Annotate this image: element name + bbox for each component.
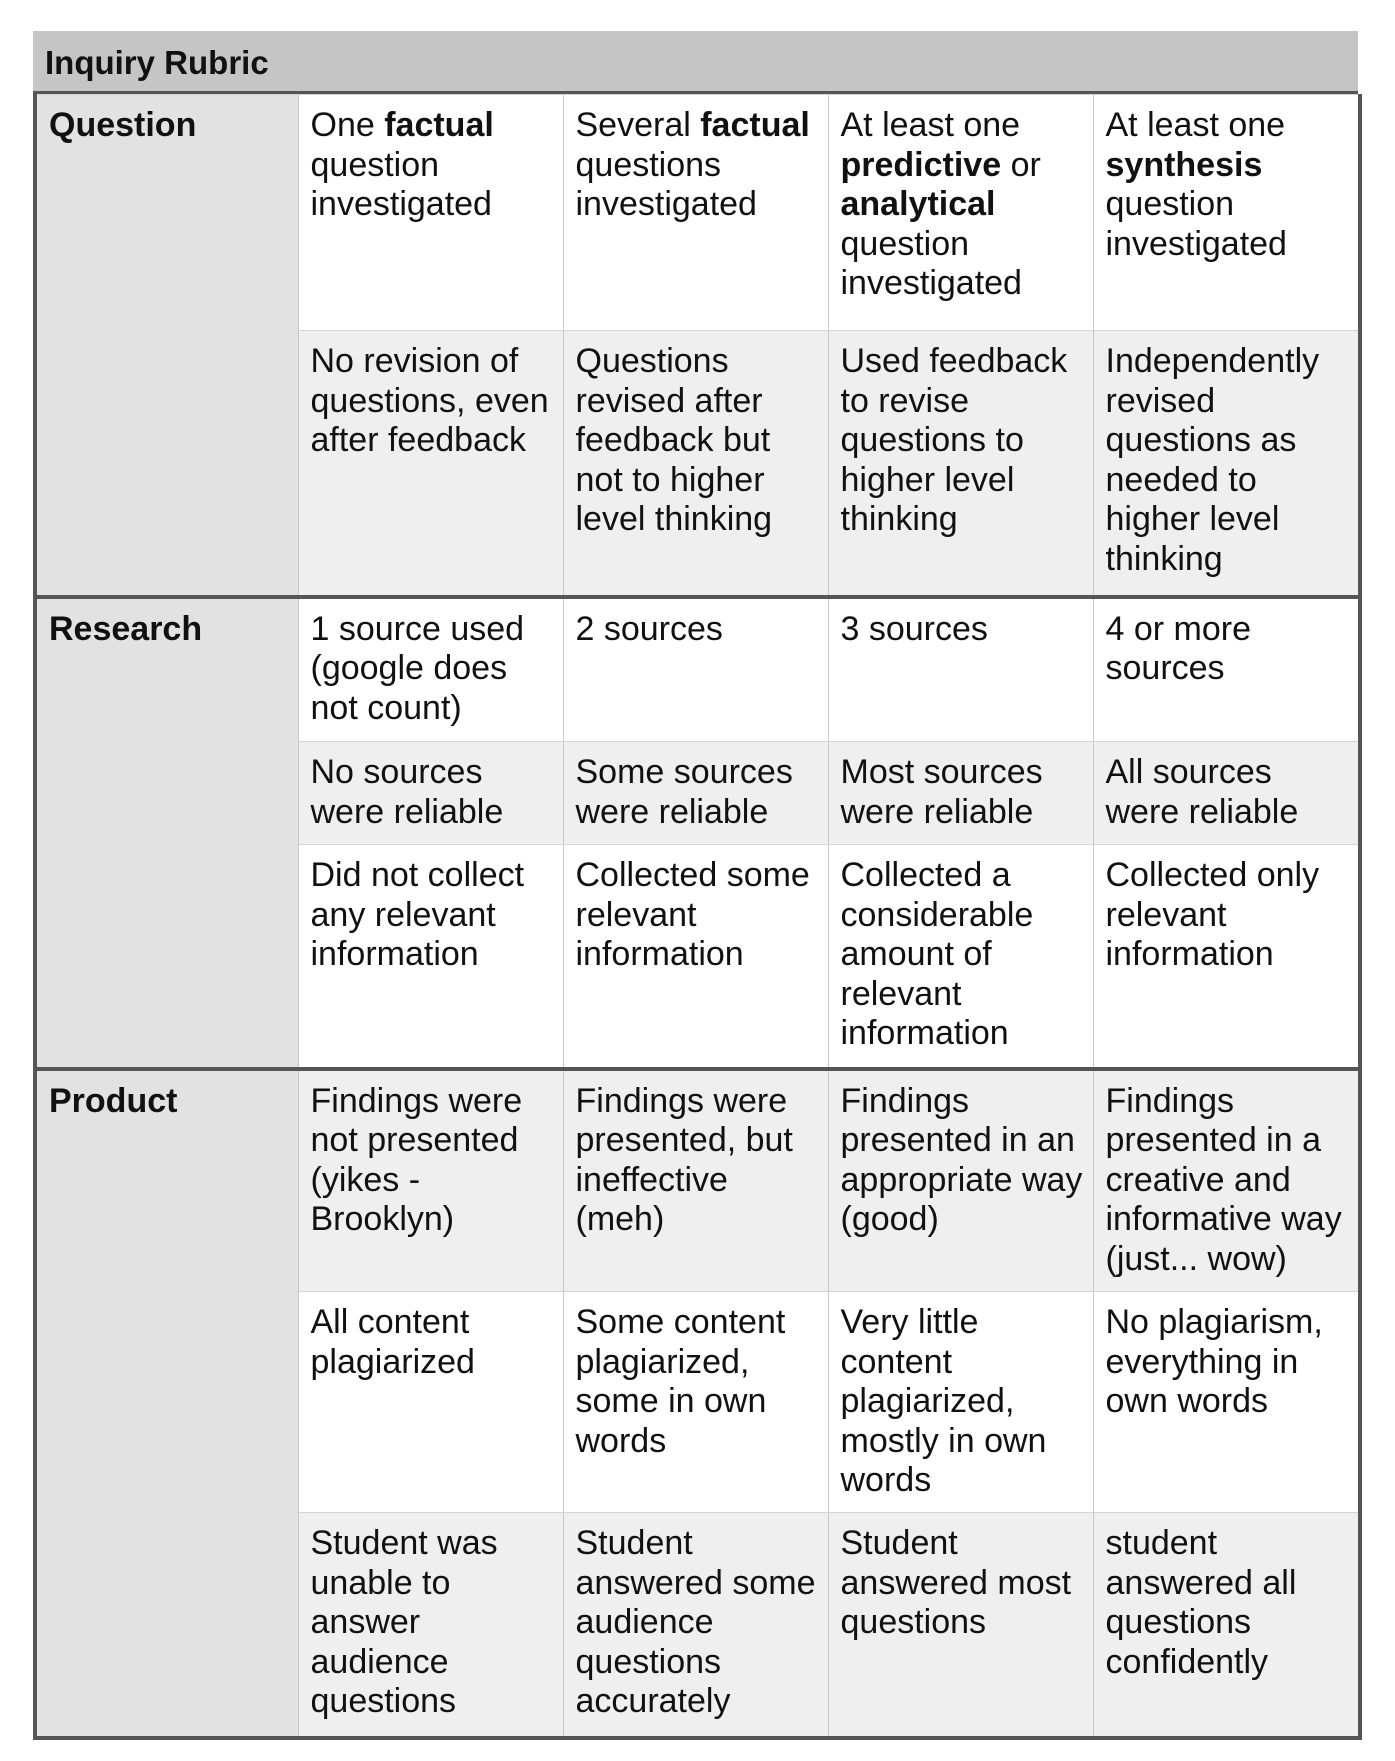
rubric-cell: Findings were presented, but ineffective (meh): [563, 1069, 828, 1292]
rubric-sheet: [33, 31, 1358, 1740]
rubric-cell: Findings were not presented (yikes - Brooklyn): [298, 1069, 563, 1292]
table-row: [35, 95, 1360, 331]
category-question: Question: [35, 95, 298, 597]
rubric-cell: All content plagiarized: [298, 1292, 563, 1513]
rubric-cell: Used feedback to revise questions to higher level thinking: [828, 331, 1093, 597]
rubric-cell: No plagiarism, everything in own words: [1093, 1292, 1360, 1513]
rubric-cell: Independently revised questions as needed to higher level thinking: [1093, 331, 1360, 597]
rubric-cell: Some sources were reliable: [563, 742, 828, 845]
rubric-cell: Collected some relevant information: [563, 845, 828, 1069]
rubric-cell: Findings presented in an appropriate way (good): [828, 1069, 1093, 1292]
table-row: [35, 597, 1360, 742]
rubric-cell: Student answered some audience questions accurately: [563, 1513, 828, 1738]
rubric-cell: Collected a considerable amount of relevant information: [828, 845, 1093, 1069]
rubric-cell: student answered all questions confidently: [1093, 1513, 1360, 1738]
rubric-cell: Did not collect any relevant information: [298, 845, 563, 1069]
rubric-cell: Several factual questions investigated: [563, 95, 828, 331]
rubric-cell: 2 sources: [563, 597, 828, 742]
rubric-cell: 4 or more sources: [1093, 597, 1360, 742]
rubric-cell: Most sources were reliable: [828, 742, 1093, 845]
rubric-cell: No sources were reliable: [298, 742, 563, 845]
rubric-title: Inquiry Rubric: [33, 31, 1358, 94]
rubric-cell: Some content plagiarized, some in own words: [563, 1292, 828, 1513]
rubric-cell: At least one predictive or analytical question investigated: [828, 95, 1093, 331]
category-product: Product: [35, 1069, 298, 1738]
rubric-cell: Student answered most questions: [828, 1513, 1093, 1738]
category-research: Research: [35, 597, 298, 1069]
table-row: [35, 1069, 1360, 1292]
rubric-cell: Findings presented in a creative and informative way (just... wow): [1093, 1069, 1360, 1292]
rubric-cell: All sources were reliable: [1093, 742, 1360, 845]
rubric-cell: 1 source used (google does not count): [298, 597, 563, 742]
rubric-cell: Questions revised after feedback but not to higher level thinking: [563, 331, 828, 597]
rubric-cell: Student was unable to answer audience questions: [298, 1513, 563, 1738]
rubric-cell: One factual question investigated: [298, 95, 563, 331]
rubric-cell: At least one synthesis question investigated: [1093, 95, 1360, 331]
rubric-cell: Very little content plagiarized, mostly in own words: [828, 1292, 1093, 1513]
rubric-cell: 3 sources: [828, 597, 1093, 742]
rubric-cell: No revision of questions, even after feedback: [298, 331, 563, 597]
rubric-cell: Collected only relevant information: [1093, 845, 1360, 1069]
rubric-table: [33, 94, 1362, 1740]
